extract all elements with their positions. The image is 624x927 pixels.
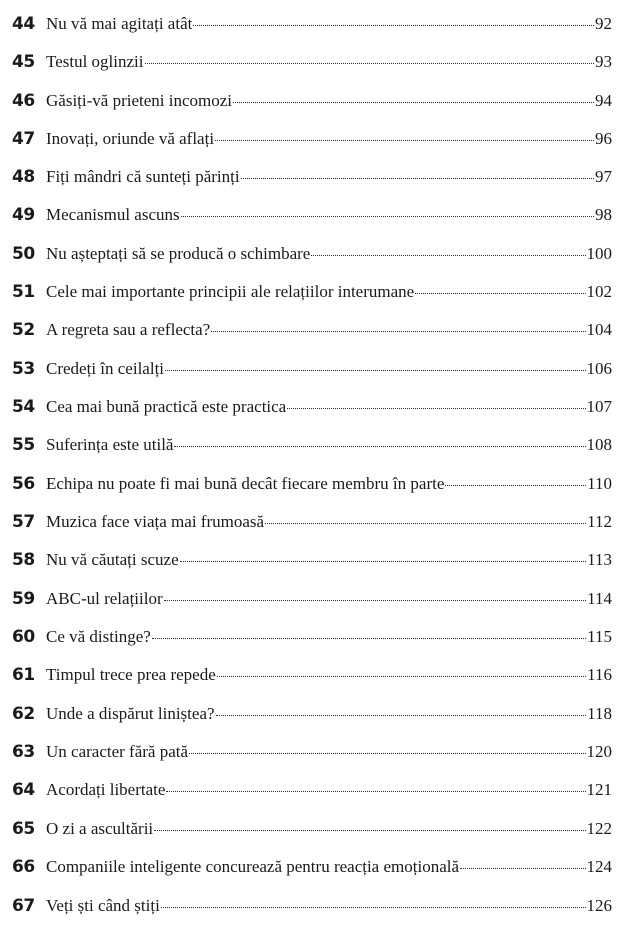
dot-leader [215,140,594,141]
dot-leader [217,676,586,677]
dot-leader [164,600,587,601]
chapter-title: Găsiți-vă prieteni incomozi [46,91,232,110]
chapter-number: 54 [12,397,35,417]
chapter-title: Muzica face viața mai frumoasă [46,512,265,531]
toc-entry [12,589,612,619]
chapter-number: 60 [12,627,35,647]
chapter-number: 65 [12,819,35,839]
chapter-number: 46 [12,91,35,111]
chapter-title: A regreta sau a reflecta? [46,320,211,339]
page-number: 100 [586,244,612,263]
dot-leader [211,331,585,332]
dot-leader [193,25,594,26]
toc-entry [12,129,612,159]
chapter-title: Timpul trece prea repede [46,665,216,684]
toc-entry [12,665,612,695]
chapter-title: Inovați, oriunde vă aflați [46,129,215,148]
dot-leader [460,868,585,869]
toc-entry [12,857,612,887]
toc-entry [12,205,612,235]
chapter-number: 66 [12,857,35,877]
dot-leader [189,753,585,754]
toc-entry [12,320,612,350]
toc-entry [12,435,612,465]
chapter-title: Suferința este utilă [46,435,174,454]
toc-entry [12,704,612,734]
chapter-title: Credeți în ceilalți [46,359,165,378]
page-number: 116 [587,665,612,684]
chapter-number: 59 [12,589,35,609]
chapter-number: 51 [12,282,35,302]
dot-leader [166,791,585,792]
chapter-title: Cele mai importante principii ale relațiilor interumane [46,282,415,301]
chapter-title: Nu vă mai agitați atât [46,14,193,33]
dot-leader [415,293,585,294]
toc-entry [12,282,612,312]
dot-leader [311,255,585,256]
chapter-title: Echipa nu poate fi mai bună decât fiecare membru în parte [46,474,445,493]
chapter-title: Unde a dispărut liniștea? [46,704,215,723]
chapter-title: Companiile inteligente concurează pentru reacția emoțională [46,857,460,876]
dot-leader [241,178,594,179]
page-number: 98 [595,205,612,224]
page-number: 122 [586,819,612,838]
dot-leader [181,216,594,217]
chapter-title: Acordați libertate [46,780,166,799]
toc-entry [12,359,612,389]
chapter-number: 55 [12,435,35,455]
page-number: 112 [587,512,612,531]
dot-leader [154,830,585,831]
toc-entry [12,627,612,657]
chapter-number: 52 [12,320,35,340]
chapter-number: 53 [12,359,35,379]
chapter-title: Testul oglinzii [46,52,144,71]
chapter-title: Nu vă căutați scuze [46,550,179,569]
chapter-title: ABC-ul relațiilor [46,589,163,608]
chapter-title: Ce vă distinge? [46,627,151,646]
dot-leader [445,485,586,486]
chapter-title: Cea mai bună practică este practica [46,397,287,416]
chapter-number: 57 [12,512,35,532]
page-number: 121 [586,780,612,799]
toc-entry [12,474,612,504]
chapter-number: 47 [12,129,35,149]
dot-leader [161,907,586,908]
chapter-number: 49 [12,205,35,225]
page-number: 110 [587,474,612,493]
chapter-number: 64 [12,780,35,800]
page-number: 108 [586,435,612,454]
page-number: 94 [595,91,612,110]
toc-entry [12,52,612,82]
page-number: 96 [595,129,612,148]
chapter-number: 58 [12,550,35,570]
page-number: 120 [586,742,612,761]
toc-entry [12,244,612,274]
toc-entry [12,14,612,44]
dot-leader [287,408,585,409]
dot-leader [265,523,586,524]
page-number: 102 [586,282,612,301]
chapter-number: 67 [12,896,35,916]
page-number: 115 [587,627,612,646]
dot-leader [174,446,585,447]
toc-entry [12,550,612,580]
toc-entry [12,742,612,772]
dot-leader [145,63,595,64]
toc-entry [12,91,612,121]
page-number: 118 [587,704,612,723]
chapter-title: Un caracter fără pată [46,742,189,761]
toc-entry [12,512,612,542]
chapter-number: 44 [12,14,35,34]
page-number: 114 [587,589,612,608]
toc-entry [12,397,612,427]
chapter-number: 50 [12,244,35,264]
dot-leader [180,561,586,562]
page-number: 124 [586,857,612,876]
chapter-number: 45 [12,52,35,72]
chapter-title: Nu așteptați să se producă o schimbare [46,244,311,263]
page-number: 107 [586,397,612,416]
page-number: 92 [595,14,612,33]
toc-entry [12,819,612,849]
chapter-number: 62 [12,704,35,724]
page-number: 126 [586,896,612,915]
chapter-number: 56 [12,474,35,494]
dot-leader [216,715,587,716]
toc-entry [12,780,612,810]
chapter-number: 63 [12,742,35,762]
dot-leader [152,638,586,639]
page-number: 106 [586,359,612,378]
dot-leader [233,102,594,103]
chapter-number: 61 [12,665,35,685]
page-number: 113 [587,550,612,569]
chapter-title: Fiți mândri că sunteți părinți [46,167,240,186]
chapter-title: Veți ști când știți [46,896,160,915]
chapter-title: Mecanismul ascuns [46,205,180,224]
page-number: 97 [595,167,612,186]
toc-entry [12,896,612,926]
chapter-number: 48 [12,167,35,187]
toc-entry [12,167,612,197]
dot-leader [165,370,585,371]
page-number: 104 [586,320,612,339]
page-number: 93 [595,52,612,71]
chapter-title: O zi a ascultării [46,819,154,838]
